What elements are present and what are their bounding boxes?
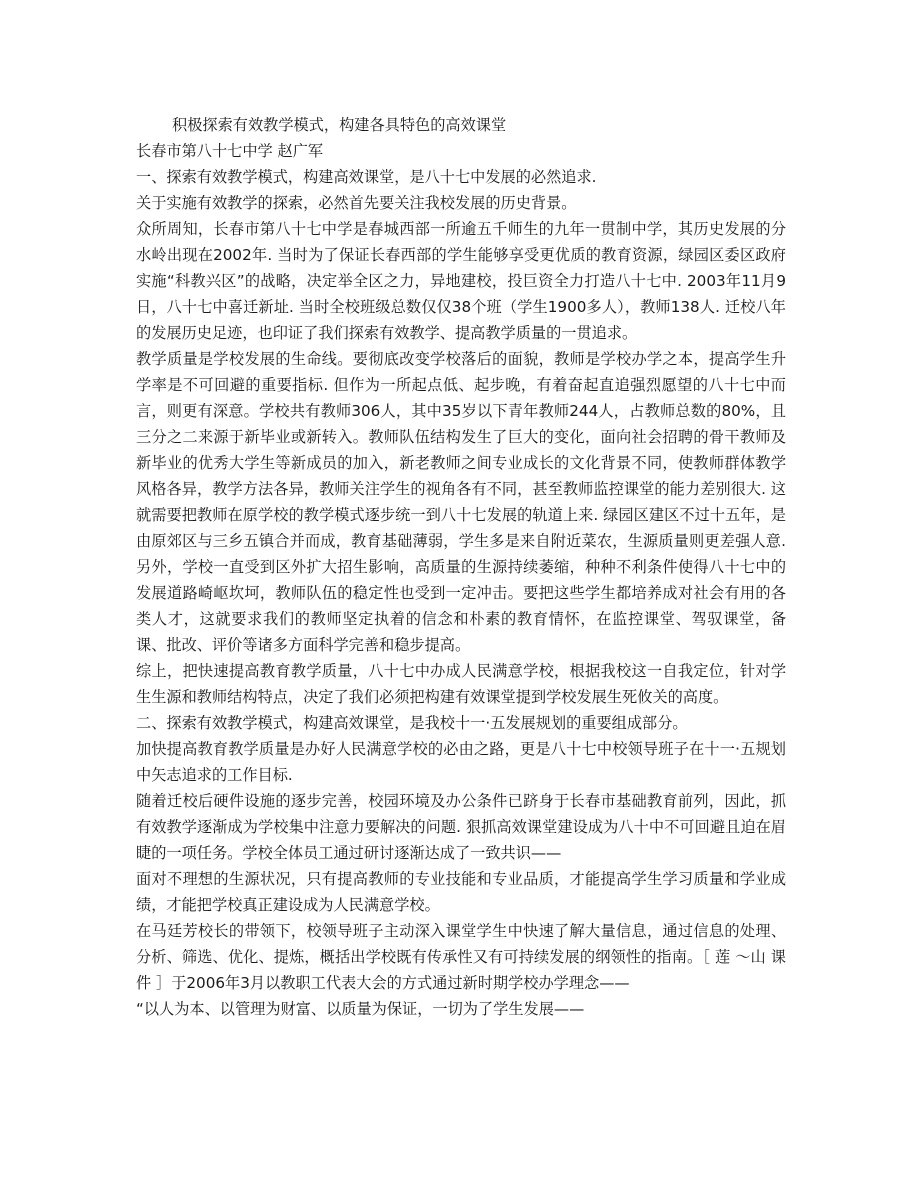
document-title: 积极探索有效教学模式，构建各具特色的高效课堂 <box>172 116 507 134</box>
document-body <box>136 112 786 1022</box>
paragraph: 综上，把快速提高教育教学质量，八十七中办成人民满意学校，根据我校这一自我定位，针对学生生源和教师结构特点，决定了我们必须把构建有效课堂提到学校发展生死攸关的高度。 <box>136 662 786 706</box>
paragraph: 在马廷芳校长的带领下，校领导班子主动深入课堂学生中快速了解大量信息，通过信息的处理、分析、筛选、优化、提炼，概括出学校既有传承性又有可持续发展的纲领性的指南。［ 莲 ～山 课 件 ］于2006年3月以教职工代表大会的方式通过新时期学校办学理念—— <box>136 922 786 992</box>
paragraph: 随着迁校后硬件设施的逐步完善，校园环境及办公条件已跻身于长春市基础教育前列，因此，抓有效教学逐渐成为学校集中注意力要解决的问题. 狠抓高效课堂建设成为八十中不可回避且迫在眉睫的一项任务。学校全体员工通过研讨逐渐达成了一致共识—— <box>136 792 786 862</box>
paragraph: 面对不理想的生源状况，只有提高教师的专业技能和专业品质，才能提高学生学习质量和学业成绩，才能把学校真正建设成为人民满意学校。 <box>136 870 786 914</box>
paragraph: 加快提高教育教学质量是办好人民满意学校的必由之路，更是八十七中校领导班子在十一·五规划中矢志追求的工作目标. <box>136 740 786 784</box>
paragraph: 关于实施有效教学的探索，必然首先要关注我校发展的历史背景。 <box>136 194 577 212</box>
paragraph: 教学质量是学校发展的生命线。要彻底改变学校落后的面貌，教师是学校办学之本，提高学生升学率是不可回避的重要指标. 但作为一所起点低、起步晚，有着奋起直追强烈愿望的八十七中而言，则更有深意。学校共有教师306人，其中35岁以下青年教师244人，占教师总数的80%，且三分之二来源于新毕业或新转入。教师队伍结构发生了巨大的变化，面向社会招聘的骨干教师及新毕业的优秀大学生等新成员的加入，新老教师之间专业成长的文化背景不同，使教师群体教学风格各异，教学方法各异，教师关注学生的视角各有不同，甚至教师监控课堂的能力差别很大. 这就需要把教师在原学校的教学模式逐步统一到八十七发展的轨道上来. 绿园区建区不过十五年，是由原郊区与三乡五镇合并而成，教育基础薄弱，学生多是来自附近菜农，生源质量则更差强人意. 另外，学校一直受到区外扩大招生影响，高质量的生源持续萎缩，种种不利条件使得八十七中的发展道路崎岖坎坷，教师队伍的稳定性也受到一定冲击。要把这些学生都培养成对社会有用的各类人才，这就要求我们的教师坚定执着的信念和朴素的教育情怀，在监控课堂、驾驭课堂，备课、批改、评价等诸多方面科学完善和稳步提高。 <box>136 350 786 654</box>
author-byline: 长春市第八十七中学 赵广军 <box>136 142 324 160</box>
section-heading-1: 一、探索有效教学模式，构建高效课堂，是八十七中发展的必然追求. <box>136 168 597 186</box>
paragraph: “以人为本、以管理为财富、以质量为保证，一切为了学生发展—— <box>136 1000 585 1018</box>
section-heading-2: 二、探索有效教学模式，构建高效课堂，是我校十一·五发展规划的重要组成部分。 <box>136 714 688 732</box>
paragraph: 众所周知，长春市第八十七中学是春城西部一所逾五千师生的九年一贯制中学，其历史发展的分水岭出现在2002年. 当时为了保证长春西部的学生能够享受更优质的教育资源，绿园区委区政府实施“科教兴区”的战略，决定举全区之力，异地建校，投巨资全力打造八十七中. 2003年11月9日，八十七中喜迁新址. 当时全校班级总数仅仅38个班（学生1900多人），教师138人. 迁校八年的发展历史足迹，也印证了我们探索有效教学、提高教学质量的一贯追求。 <box>136 220 786 342</box>
